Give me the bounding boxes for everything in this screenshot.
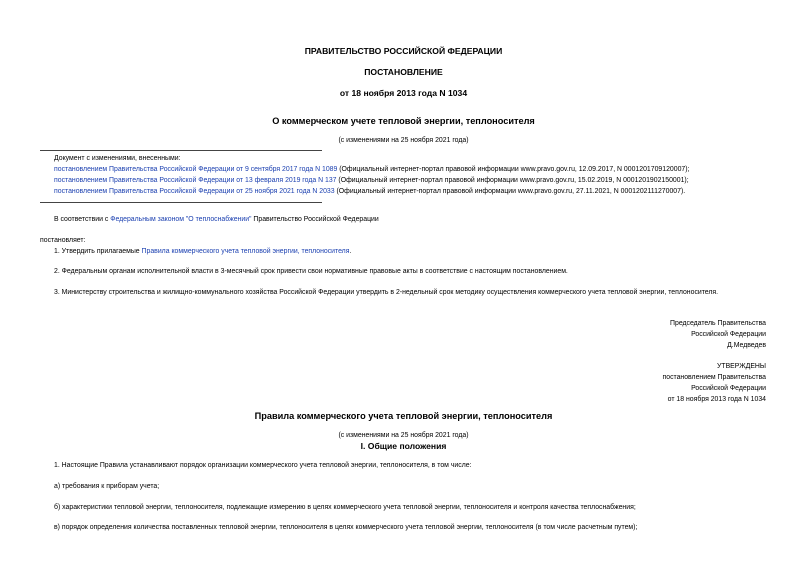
preamble: В соответствии с Федеральным законом "О теплоснабжении" Правительство Российской Федерации	[54, 216, 379, 223]
rules-paragraph-1: 1. Настоящие Правила устанавливают порядок организации коммерческого учета тепловой энергии, теплоносителя, в том числе:	[54, 462, 472, 469]
doc-date-number: от 18 ноября 2013 года N 1034	[339, 88, 468, 98]
rules-item-c: в) порядок определения количества поставленных тепловой энергии, теплоносителя в целях коммерческого учета тепловой энергии, теплоносителя (в том числе расчетным путем);	[54, 524, 638, 531]
doc-amended-note: (с изменениями на 25 ноября 2021 года)	[338, 137, 469, 144]
point-3: 3. Министерству строительства и жилищно-коммунального хозяйства Российской Федерации утвердить в 2-недельный срок методику осуществления коммерческого учета тепловой энергии, теплоносителя.	[54, 289, 719, 296]
approved-heading: УТВЕРЖДЕНЫ	[717, 363, 766, 370]
point-1: 1. Утвердить прилагаемые Правила коммерческого учета тепловой энергии, теплоносителя.	[54, 248, 352, 255]
amendment-item: постановлением Правительства Российской Федерации от 25 ноября 2021 года N 2033 (Официальный интернет-портал правовой информации www.pravo.gov.ru, 27.11.2021, N 0001202111270007).	[54, 188, 686, 195]
amendments-intro: Документ с изменениями, внесенными:	[54, 155, 181, 162]
signature-line: Председатель Правительства	[670, 320, 766, 327]
rules-link[interactable]: Правила коммерческого учета тепловой энергии, теплоносителя	[141, 248, 350, 255]
doc-title: О коммерческом учете тепловой энергии, теплоносителя	[272, 116, 535, 126]
section-heading: I. Общие положения	[360, 441, 447, 451]
amendment-item: постановлением Правительства Российской Федерации от 13 февраля 2019 года N 137 (Официальный интернет-портал правовой информации www.pravo.gov.ru, 15.02.2019, N 0001201902150001);	[54, 177, 689, 184]
approved-line: от 18 ноября 2013 года N 1034	[667, 396, 766, 403]
signature-name: Д.Медведев	[727, 342, 766, 349]
doc-type-heading: ПОСТАНОВЛЕНИЕ	[364, 67, 443, 77]
amendment-link[interactable]: постановлением Правительства Российской Федерации от 25 ноября 2021 года N 2033	[54, 188, 335, 195]
point-2: 2. Федеральным органам исполнительной власти в 3-месячный срок привести свои нормативные правовые акты в соответствие с настоящим постановлением.	[54, 268, 568, 275]
amendment-link[interactable]: постановлением Правительства Российской Федерации от 9 сентября 2017 года N 1089	[54, 166, 338, 173]
approved-line: постановлением Правительства	[662, 374, 766, 381]
rules-title: Правила коммерческого учета тепловой энергии, теплоносителя	[254, 411, 553, 421]
rules-amended-note: (с изменениями на 25 ноября 2021 года)	[338, 432, 469, 439]
amendments-bottom-rule	[40, 202, 322, 203]
amendments-top-rule	[40, 150, 322, 151]
government-heading: ПРАВИТЕЛЬСТВО РОССИЙСКОЙ ФЕДЕРАЦИИ	[304, 46, 503, 56]
rules-item-b: б) характеристики тепловой энергии, теплоносителя, подлежащие измерению в целях коммерческого учета тепловой энергии, теплоносителя и контроля качества теплоснабжения;	[54, 504, 636, 511]
signature-line: Российской Федерации	[691, 331, 766, 338]
amendment-item: постановлением Правительства Российской Федерации от 9 сентября 2017 года N 1089 (Официальный интернет-портал правовой информации www.pravo.gov.ru, 12.09.2017, N 0001201709120007);	[54, 166, 690, 173]
approved-line: Российской Федерации	[691, 385, 766, 392]
amendment-link[interactable]: постановлением Правительства Российской Федерации от 13 февраля 2019 года N 137	[54, 177, 337, 184]
resolves-word: постановляет:	[40, 237, 86, 244]
federal-law-link[interactable]: Федеральным законом "О теплоснабжении"	[110, 216, 252, 223]
rules-item-a: а) требования к приборам учета;	[54, 483, 160, 490]
